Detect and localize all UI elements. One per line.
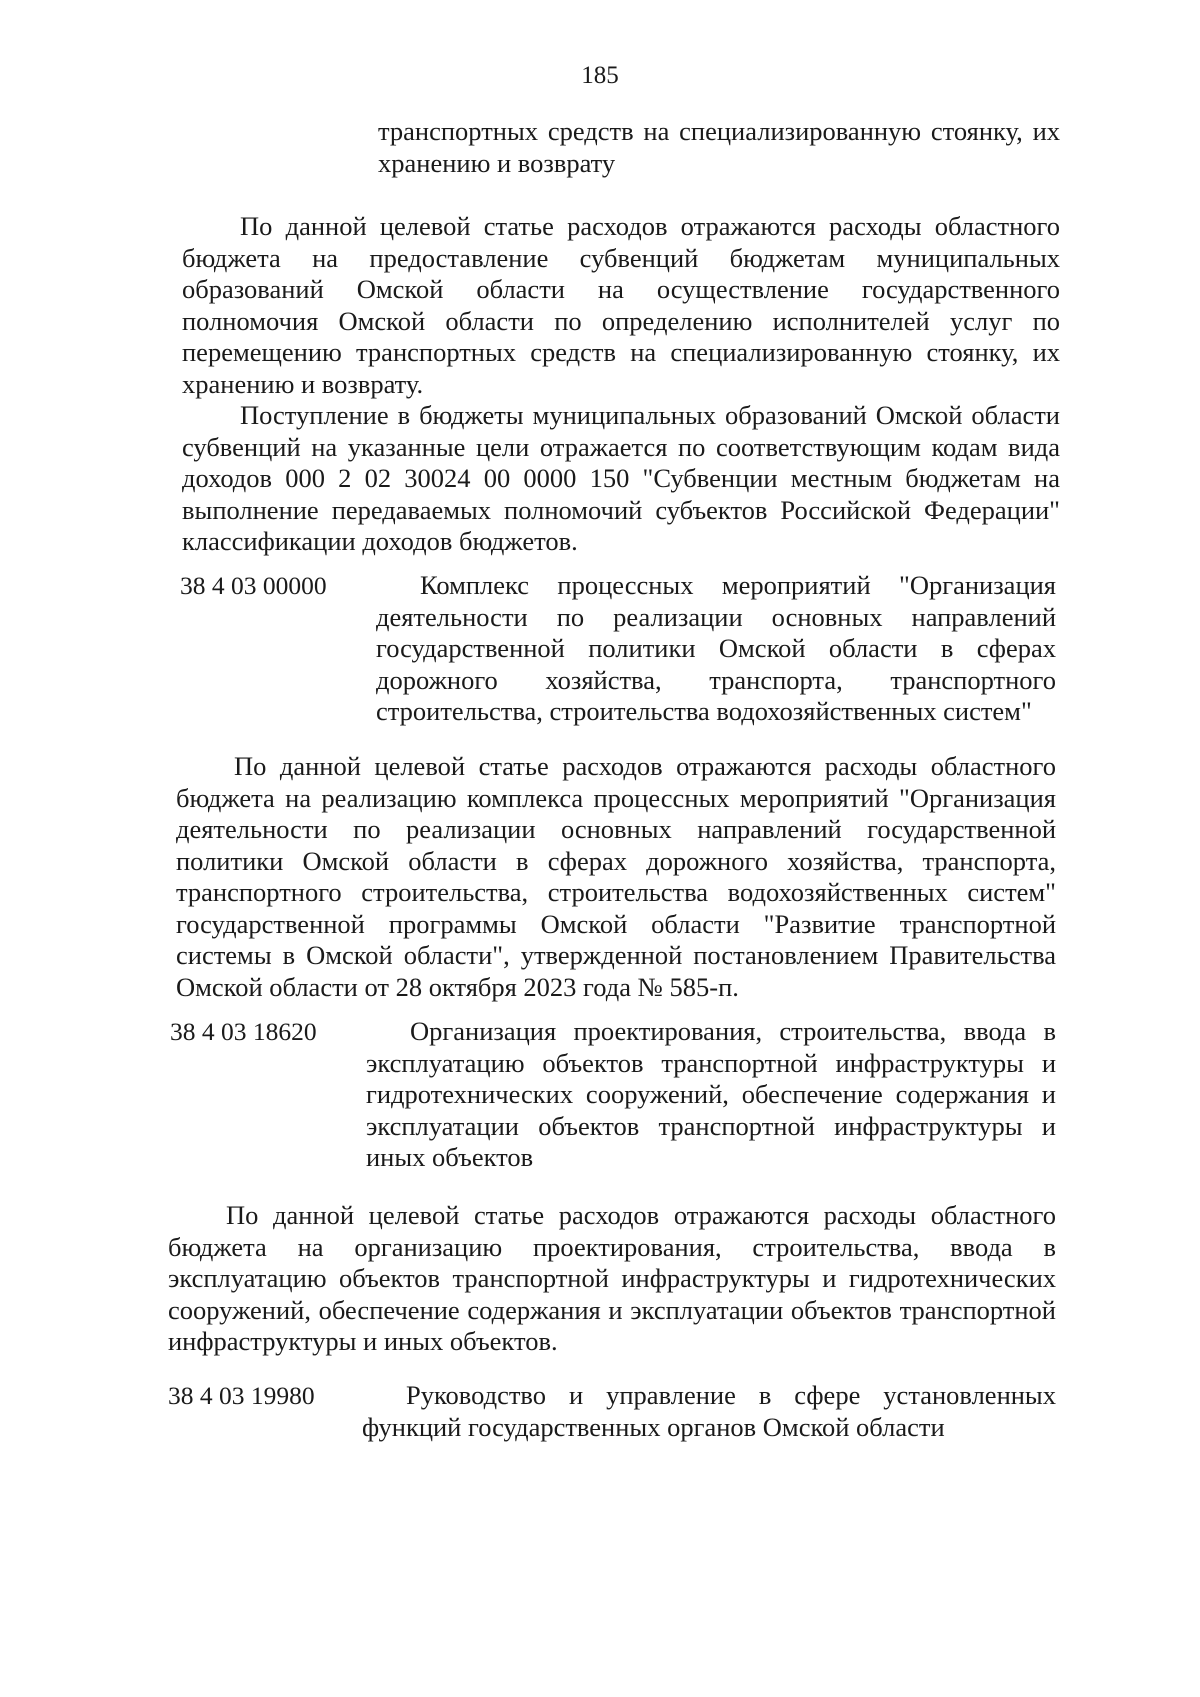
description-paragraph: Поступление в бюджеты муниципальных образований Омской области субвенций на указанные цели отражается по соответствующим кодам вида доходов 000 2 02 30024 00 0000 150 "Субвенции местным бюджетам на выполнение передаваемых полномочий субъектов Российской Федерации" классификации доходов бюджетов. [182,400,1060,556]
entry-code: 38 4 03 18620 [170,1017,317,1046]
page-number: 185 [581,62,619,89]
entry-code: 38 4 03 19980 [168,1381,315,1410]
entry-description [168,1200,1056,1358]
continuation-title-text: транспортных средств на специализированную стоянку, их хранению и возврату [378,116,1060,178]
entry-description [176,751,1056,1003]
description-paragraph: По данной целевой статье расходов отражаются расходы областного бюджета на реализацию комплекса процессных мероприятий "Организация деятельности по реализации основных направлений государственной политики Омской области в сферах дорожного хозяйства, транспорта, транспортного строительства, строительства водохозяйственных систем" государственной программы Омской области "Развитие транспортной системы в Омской области", утвержденной постановлением Правительства Омской области от 28 октября 2023 года № 585-п. [176,751,1056,1002]
continuation-title [378,116,1060,179]
entry-title: Организация проектирования, строительства, ввода в эксплуатацию объектов транспортной инфраструктуры и гидротехнических сооружений, обеспечение содержания и эксплуатации объектов транспортной инфраструктуры и иных объектов [366,1016,1056,1172]
description-paragraph: По данной целевой статье расходов отражаются расходы областного бюджета на предоставление субвенций бюджетам муниципальных образований Омской области на осуществление государственного полномочия Омской области по определению исполнителей услуг по перемещению транспортных средств на специализированную стоянку, их хранению и возврату. [182,211,1060,399]
entry-code: 38 4 03 00000 [180,571,327,600]
entry-title: Руководство и управление в сфере установленных функций государственных органов Омской области [362,1380,1056,1442]
entry-title: Комплекс процессных мероприятий "Организация деятельности по реализации основных направлений государственной политики Омской области в сферах дорожного хозяйства, транспорта, транспортного строительства, строительства водохозяйственных систем" [376,570,1056,726]
description-paragraph: По данной целевой статье расходов отражаются расходы областного бюджета на организацию проектирования, строительства, ввода в эксплуатацию объектов транспортной инфраструктуры и гидротехнических сооружений, обеспечение содержания и эксплуатации объектов транспортной инфраструктуры и иных объектов. [168,1200,1056,1356]
description-block [182,211,1060,558]
